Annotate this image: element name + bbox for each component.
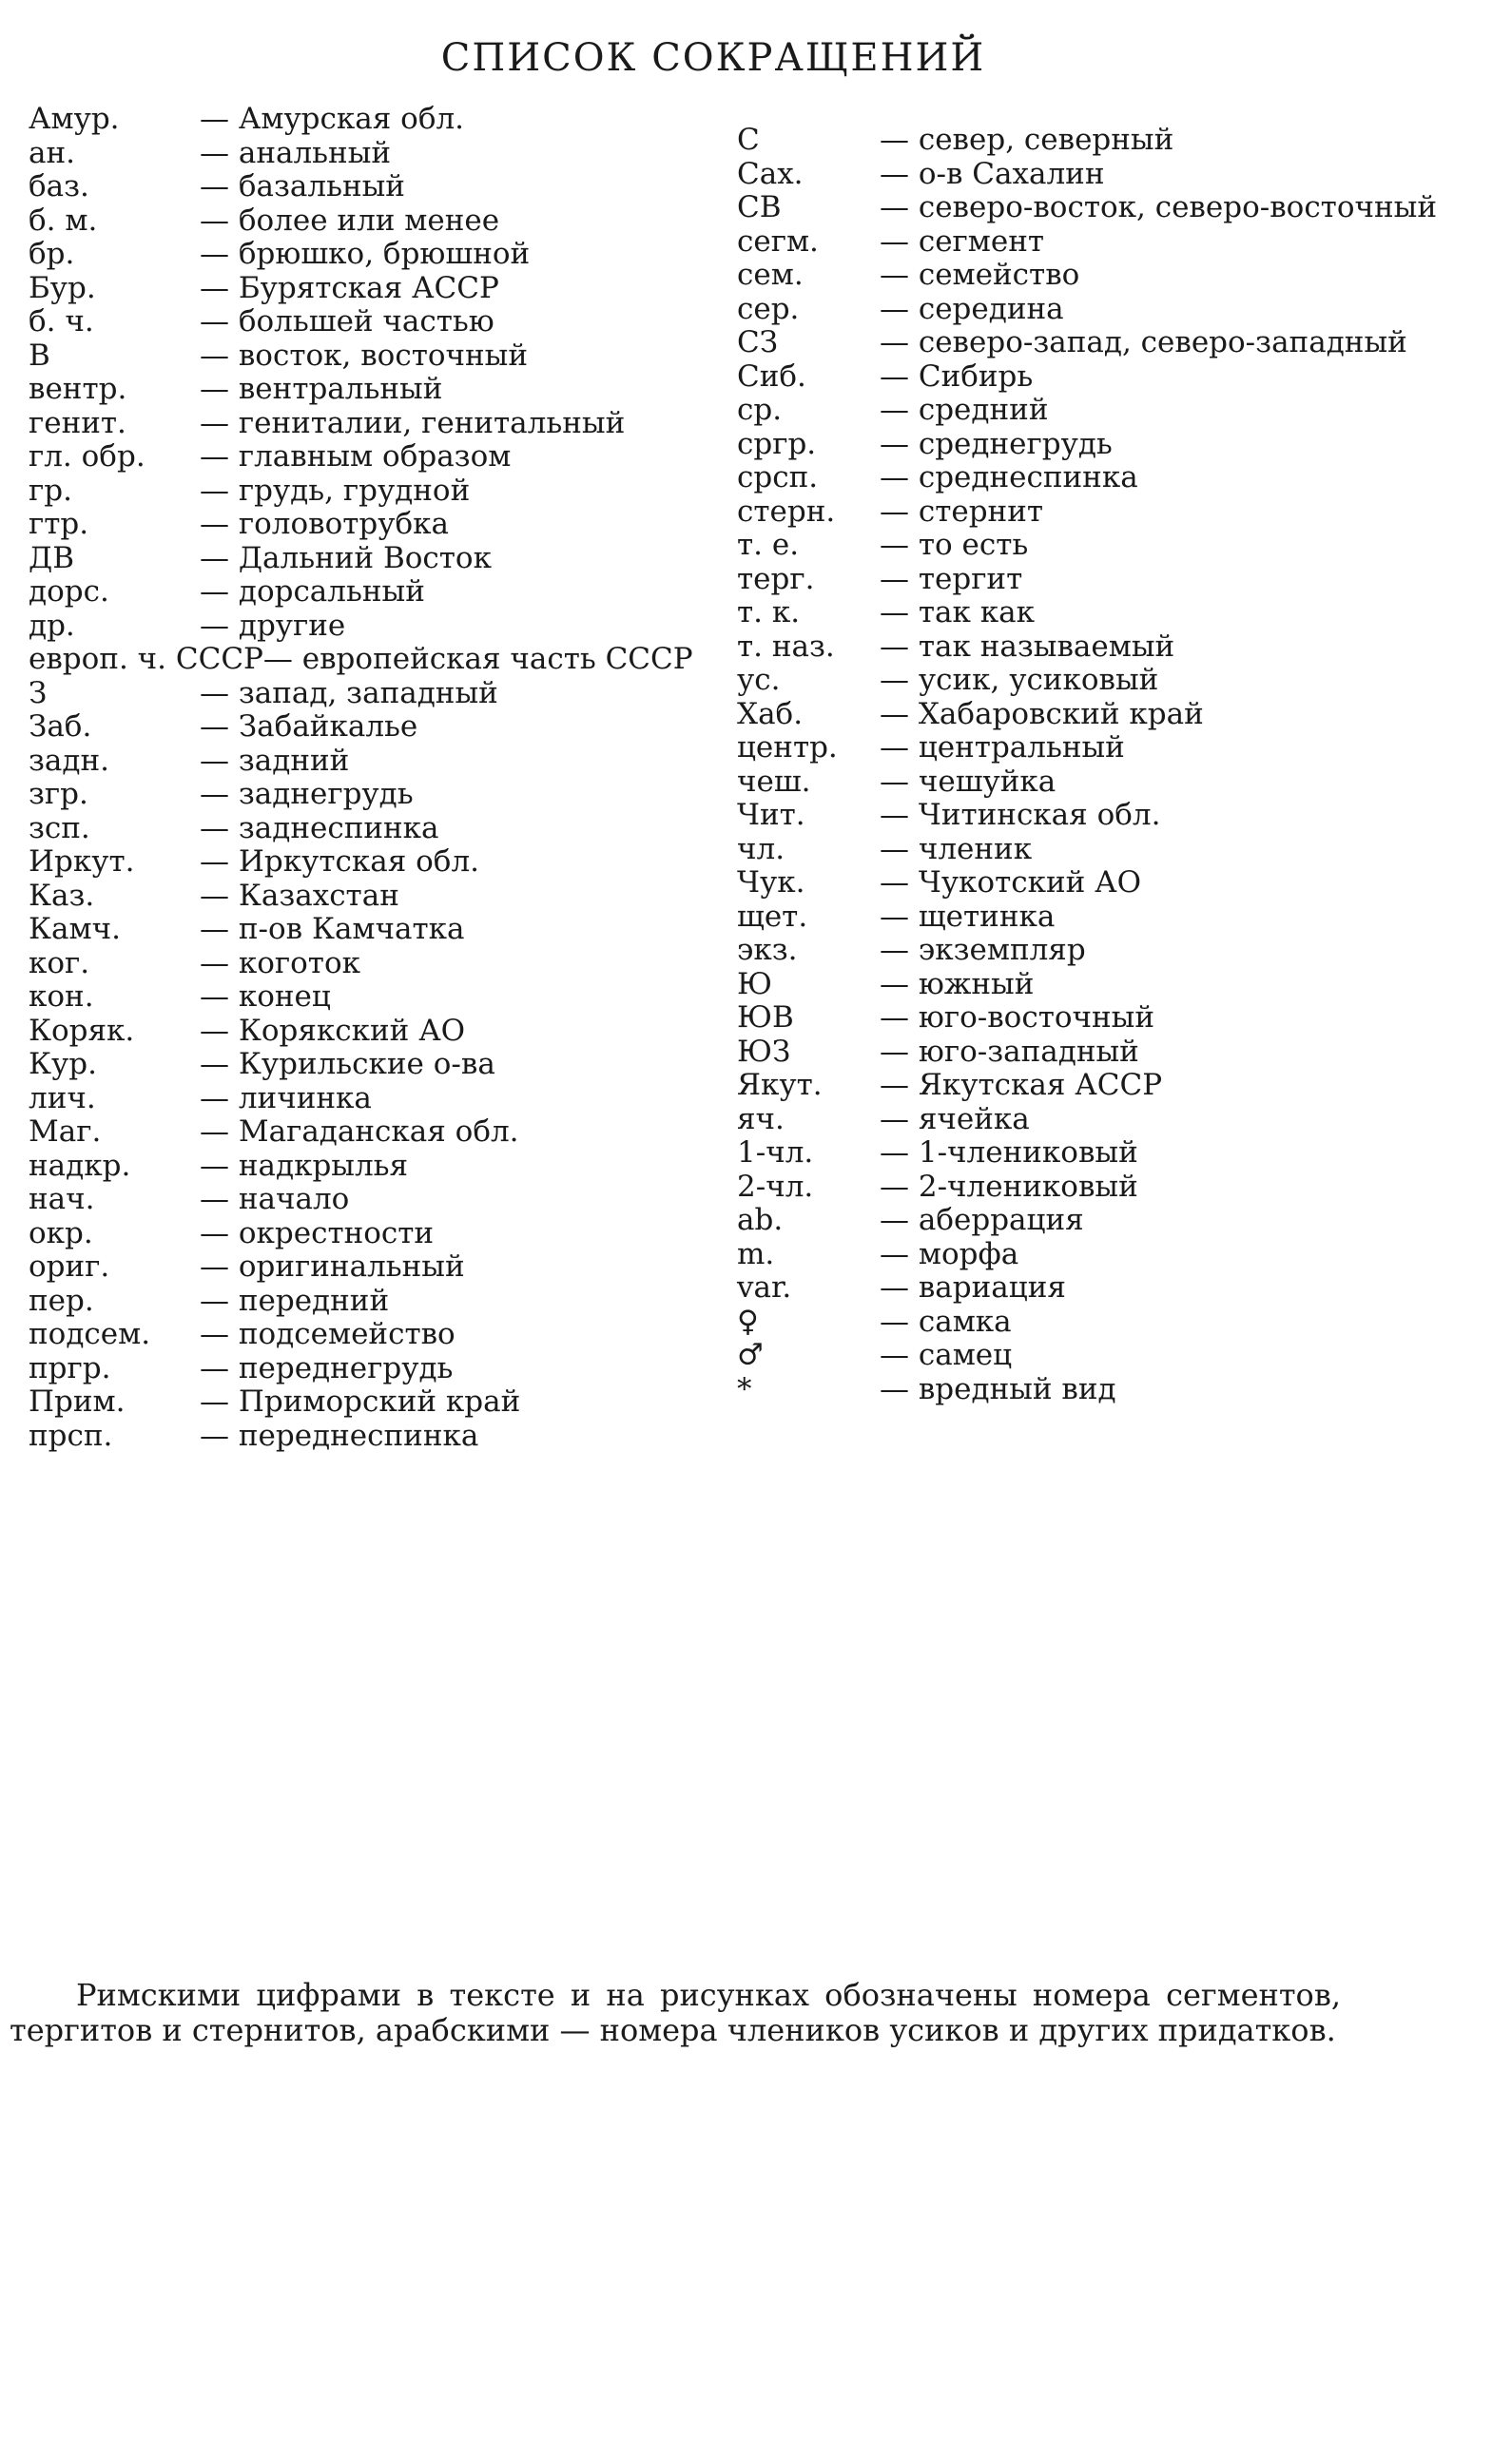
abbreviation-entry — [29, 407, 751, 441]
abbreviation-definition: — базальный — [200, 169, 405, 203]
abbreviation-definition: — Корякский АО — [200, 1013, 466, 1048]
abbreviation-term: згр. — [29, 777, 88, 811]
abbreviation-definition: — Магаданская обл. — [200, 1114, 519, 1149]
abbreviation-entry — [29, 880, 751, 914]
abbreviation-definition: — северо-восток, северо-восточный — [880, 190, 1437, 224]
abbreviation-definition: — север, северный — [880, 123, 1174, 157]
abbreviation-entry — [737, 630, 1488, 665]
abbreviation-entry — [29, 1285, 751, 1319]
abbreviation-entry — [29, 1048, 751, 1082]
abbreviation-term: б. м. — [29, 203, 98, 238]
abbreviation-definition: — Казахстан — [200, 878, 399, 913]
abbreviation-definition: — заднегрудь — [200, 777, 414, 811]
abbreviation-term: З — [29, 675, 48, 710]
abbreviation-entry — [29, 474, 751, 509]
abbreviation-definition: — заднеспинка — [200, 810, 439, 845]
abbreviation-term: срсп. — [737, 460, 819, 494]
abbreviation-entry — [29, 440, 751, 474]
abbreviation-entry — [737, 1069, 1488, 1103]
abbreviation-entry — [29, 1352, 751, 1386]
abbreviation-term: гтр. — [29, 507, 89, 541]
abbreviation-term: экз. — [737, 933, 798, 967]
abbreviation-definition: — усик, усиковый — [880, 663, 1159, 697]
abbreviation-term: Чит. — [737, 798, 805, 832]
abbreviation-entry — [737, 596, 1488, 630]
abbreviation-term: сргр. — [737, 426, 817, 461]
abbreviation-term: ког. — [29, 945, 90, 980]
abbreviation-entry — [29, 137, 751, 171]
abbreviation-definition: — другие — [200, 608, 346, 643]
abbreviation-definition: — личинка — [200, 1080, 372, 1115]
abbreviation-definition: — переднегрудь — [200, 1350, 454, 1385]
abbreviation-entry — [737, 293, 1488, 327]
abbreviation-entry — [29, 610, 751, 644]
abbreviations-left-column — [29, 103, 751, 1453]
abbreviation-term: ЮВ — [737, 1000, 794, 1035]
abbreviation-term: окр. — [29, 1215, 93, 1250]
abbreviation-definition: — северо-запад, северо-западный — [880, 325, 1407, 359]
abbreviation-entry — [737, 495, 1488, 530]
abbreviation-term: 1-чл. — [737, 1135, 814, 1170]
abbreviation-entry — [737, 1204, 1488, 1238]
abbreviation-entry — [737, 158, 1488, 192]
abbreviation-definition: — оригинальный — [200, 1249, 465, 1284]
abbreviation-term: var. — [737, 1270, 792, 1305]
abbreviation-definition: — щетинка — [880, 899, 1056, 934]
abbreviation-definition: — главным образом — [200, 439, 512, 474]
abbreviation-definition: — конец — [200, 979, 331, 1014]
abbreviation-entry — [29, 1250, 751, 1285]
abbreviation-term: т. к. — [737, 595, 801, 629]
abbreviation-entry — [737, 428, 1488, 462]
abbreviation-entry — [29, 373, 751, 407]
abbreviation-definition: — задний — [200, 743, 350, 778]
abbreviation-term: гр. — [29, 473, 72, 508]
abbreviation-definition: — брюшко, брюшной — [200, 237, 531, 271]
abbreviation-term: европ. ч. СССР — [29, 642, 263, 676]
abbreviation-term: ориг. — [29, 1249, 110, 1284]
abbreviation-definition: — подсемейство — [200, 1317, 456, 1351]
abbreviation-entry — [29, 575, 751, 610]
abbreviation-definition: — передний — [200, 1283, 390, 1318]
abbreviation-term: кон. — [29, 979, 94, 1014]
abbreviation-definition: — Читинская обл. — [880, 798, 1161, 832]
abbreviation-entry — [29, 1115, 751, 1150]
abbreviation-term: др. — [29, 608, 75, 643]
abbreviation-entry — [737, 1271, 1488, 1306]
abbreviation-term: * — [737, 1371, 752, 1406]
abbreviation-entry — [29, 1318, 751, 1352]
abbreviation-entry — [29, 1150, 751, 1184]
abbreviation-term: ♂ — [737, 1338, 764, 1372]
abbreviation-definition: — о-в Сахалин — [880, 156, 1105, 191]
abbreviation-entry — [29, 170, 751, 204]
abbreviation-term: сер. — [737, 291, 800, 326]
abbreviation-definition: — экземпляр — [880, 933, 1086, 967]
abbreviation-term: яч. — [737, 1101, 785, 1136]
abbreviation-term: дорс. — [29, 574, 109, 609]
abbreviation-definition: — юго-восточный — [880, 1000, 1155, 1035]
abbreviation-term: стерн. — [737, 494, 836, 529]
footnote-paragraph: Римскими цифрами в тексте и на рисунках обозначены номера сегментов, тергитов и стернитов, арабскими — номера члеников усиков и других придатков. — [10, 1977, 1341, 2048]
abbreviation-definition: — ячейка — [880, 1101, 1030, 1136]
abbreviation-definition: — Иркутская обл. — [200, 844, 480, 879]
abbreviation-definition: — морфа — [880, 1236, 1019, 1271]
abbreviation-term: б. ч. — [29, 304, 94, 339]
abbreviation-term: Маг. — [29, 1114, 102, 1149]
abbreviation-definition: — анальный — [200, 135, 392, 170]
abbreviation-term: ♀ — [737, 1304, 759, 1339]
abbreviation-definition: — вентральный — [200, 372, 443, 406]
abbreviation-term: генит. — [29, 405, 126, 440]
abbreviation-definition: — Дальний Восток — [200, 540, 492, 575]
abbreviation-entry — [737, 698, 1488, 732]
abbreviation-definition: — центральный — [880, 730, 1125, 765]
abbreviation-entry — [737, 563, 1488, 597]
abbreviation-term: т. е. — [737, 528, 800, 562]
abbreviation-term: m. — [737, 1236, 775, 1271]
abbreviation-definition: — Забайкалье — [200, 709, 418, 744]
abbreviation-definition: — Якутская АССР — [880, 1068, 1163, 1102]
abbreviation-term: В — [29, 338, 50, 373]
abbreviation-term: чеш. — [737, 764, 811, 799]
abbreviation-term: щет. — [737, 899, 808, 934]
abbreviation-definition: — более или менее — [200, 203, 500, 238]
abbreviation-definition: — начало — [200, 1182, 350, 1216]
abbreviation-definition: — восток, восточный — [200, 338, 529, 373]
abbreviation-entry — [737, 1339, 1488, 1373]
abbreviation-entry — [29, 238, 751, 272]
abbreviation-definition: — Курильские о-ва — [200, 1047, 495, 1081]
abbreviation-term: С — [737, 123, 760, 157]
abbreviation-term: нач. — [29, 1182, 95, 1216]
abbreviation-term: 2-чл. — [737, 1169, 814, 1204]
abbreviation-entry — [737, 1036, 1488, 1070]
abbreviation-definition: — стернит — [880, 494, 1044, 529]
abbreviation-term: Якут. — [737, 1068, 823, 1102]
abbreviation-term: задн. — [29, 743, 109, 778]
abbreviation-definition: — 1-члениковый — [880, 1135, 1138, 1170]
abbreviation-term: пер. — [29, 1283, 94, 1318]
abbreviation-entry — [737, 461, 1488, 495]
abbreviation-entry — [29, 1217, 751, 1251]
abbreviation-entry — [29, 542, 751, 576]
abbreviation-definition: — самец — [880, 1338, 1013, 1372]
abbreviation-definition: — середина — [880, 291, 1064, 326]
abbreviation-entry — [29, 745, 751, 779]
abbreviation-definition: — п-ов Камчатка — [200, 912, 465, 946]
abbreviation-definition: — аберрация — [880, 1203, 1084, 1237]
abbreviation-entry — [737, 124, 1488, 158]
abbreviation-term: Хаб. — [737, 696, 804, 731]
abbreviation-entry — [737, 900, 1488, 935]
abbreviation-term: СВ — [737, 190, 782, 224]
abbreviation-term: Заб. — [29, 709, 92, 744]
abbreviation-definition: — европейская часть СССР — [262, 642, 693, 676]
abbreviation-term: Ю — [737, 966, 772, 1001]
abbreviation-definition: — средний — [880, 393, 1049, 427]
abbreviation-definition: — запад, западный — [200, 675, 498, 710]
abbreviation-entry — [29, 643, 751, 677]
abbreviation-definition: — Хабаровский край — [880, 696, 1204, 731]
page-title: СПИСОК СОКРАЩЕНИЙ — [440, 36, 986, 80]
abbreviation-definition: — Приморский край — [200, 1384, 521, 1419]
abbreviation-definition: — вредный вид — [880, 1371, 1116, 1406]
abbreviation-entry — [737, 1238, 1488, 1272]
abbreviation-entry — [737, 833, 1488, 867]
abbreviation-entry — [29, 204, 751, 239]
abbreviation-definition: — переднеспинка — [200, 1418, 479, 1453]
abbreviation-definition: — грудь, грудной — [200, 473, 471, 508]
abbreviation-entry — [737, 326, 1488, 360]
abbreviation-entry — [29, 1420, 751, 1454]
abbreviation-entry — [737, 191, 1488, 225]
abbreviation-term: ус. — [737, 663, 781, 697]
abbreviation-definition: — членик — [880, 831, 1033, 866]
abbreviation-definition: — среднеспинка — [880, 460, 1138, 494]
abbreviations-right-column — [737, 124, 1488, 1406]
abbreviation-term: Чук. — [737, 865, 805, 900]
abbreviation-term: ДВ — [29, 540, 74, 575]
abbreviation-entry — [737, 529, 1488, 563]
abbreviation-term: Камч. — [29, 912, 121, 946]
abbreviation-entry — [29, 812, 751, 846]
abbreviation-definition: — чешуйка — [880, 764, 1056, 799]
abbreviation-definition: — 2-члениковый — [880, 1169, 1138, 1204]
abbreviation-definition: — так называемый — [880, 629, 1175, 664]
abbreviation-term: сегм. — [737, 223, 819, 259]
abbreviation-definition: — Амурская обл. — [200, 102, 465, 136]
abbreviation-term: ан. — [29, 135, 75, 170]
abbreviation-entry — [737, 1306, 1488, 1340]
abbreviation-definition: — коготок — [200, 945, 360, 980]
abbreviation-entry — [29, 103, 751, 137]
abbreviation-entry — [737, 731, 1488, 765]
abbreviation-term: Сах. — [737, 156, 804, 191]
abbreviation-term: центр. — [737, 730, 838, 765]
abbreviation-entry — [29, 1183, 751, 1217]
abbreviation-entry — [29, 913, 751, 947]
abbreviation-definition: — окрестности — [200, 1215, 435, 1250]
abbreviation-term: гл. обр. — [29, 439, 145, 474]
abbreviation-entry — [29, 272, 751, 306]
abbreviation-definition: — головотрубка — [200, 507, 449, 541]
abbreviation-term: вентр. — [29, 372, 127, 406]
abbreviation-term: ЮЗ — [737, 1034, 791, 1069]
abbreviation-definition: — Бурятская АССР — [200, 270, 499, 305]
abbreviation-entry — [29, 845, 751, 880]
abbreviation-term: зсп. — [29, 810, 90, 845]
abbreviation-entry — [29, 710, 751, 745]
abbreviation-term: Каз. — [29, 878, 95, 913]
abbreviation-definition: — южный — [880, 966, 1035, 1001]
abbreviation-entry — [29, 339, 751, 374]
abbreviation-entry — [29, 1082, 751, 1116]
abbreviation-definition: — надкрылья — [200, 1148, 409, 1183]
abbreviation-definition: — большей частью — [200, 304, 494, 339]
abbreviation-definition: — сегмент — [880, 223, 1045, 259]
abbreviation-entry — [737, 1001, 1488, 1036]
abbreviation-entry — [737, 360, 1488, 395]
abbreviation-term: бр. — [29, 237, 75, 271]
abbreviation-entry — [29, 1385, 751, 1420]
abbreviation-term: пргр. — [29, 1350, 111, 1385]
abbreviation-term: баз. — [29, 169, 89, 203]
abbreviation-entry — [29, 677, 751, 711]
abbreviation-term: Сиб. — [737, 358, 806, 394]
abbreviation-entry — [29, 947, 751, 981]
abbreviation-term: подсем. — [29, 1317, 151, 1351]
abbreviation-term: ср. — [737, 393, 783, 427]
abbreviation-term: Коряк. — [29, 1013, 135, 1048]
abbreviation-definition: — то есть — [880, 528, 1029, 562]
abbreviation-definition: — тергит — [880, 561, 1023, 596]
abbreviation-definition: — Сибирь — [880, 358, 1034, 394]
abbreviation-definition: — семейство — [880, 258, 1080, 292]
abbreviation-term: Кур. — [29, 1047, 97, 1081]
abbreviation-entry — [737, 394, 1488, 428]
abbreviation-entry — [737, 765, 1488, 800]
abbreviation-entry — [29, 305, 751, 339]
abbreviation-term: т. наз. — [737, 629, 835, 664]
abbreviation-entry — [737, 1373, 1488, 1407]
abbreviation-term: ab. — [737, 1203, 784, 1237]
abbreviation-definition: — так как — [880, 595, 1035, 629]
abbreviation-term: прсп. — [29, 1418, 113, 1453]
abbreviation-term: сем. — [737, 258, 804, 292]
abbreviation-entry — [737, 1136, 1488, 1171]
abbreviation-entry — [737, 866, 1488, 900]
abbreviation-entry — [29, 980, 751, 1015]
abbreviation-entry — [737, 934, 1488, 968]
abbreviation-definition: — самка — [880, 1304, 1012, 1339]
abbreviation-definition: — юго-западный — [880, 1034, 1139, 1069]
abbreviation-term: терг. — [737, 561, 815, 596]
abbreviation-entry — [737, 259, 1488, 293]
abbreviation-definition: — Чукотский АО — [880, 865, 1142, 900]
abbreviation-entry — [29, 778, 751, 812]
abbreviation-term: Иркут. — [29, 844, 135, 879]
abbreviation-term: лич. — [29, 1080, 96, 1115]
abbreviation-entry — [737, 1103, 1488, 1137]
abbreviation-entry — [29, 1015, 751, 1049]
abbreviation-term: Бур. — [29, 270, 96, 305]
abbreviation-definition: — гениталии, генитальный — [200, 405, 626, 440]
abbreviation-term: чл. — [737, 831, 785, 866]
abbreviation-entry — [29, 508, 751, 542]
abbreviation-definition: — вариация — [880, 1270, 1066, 1305]
abbreviation-term: надкр. — [29, 1148, 131, 1183]
abbreviation-definition: — дорсальный — [200, 574, 425, 609]
abbreviation-entry — [737, 799, 1488, 833]
abbreviation-term: СЗ — [737, 325, 779, 359]
abbreviation-term: Прим. — [29, 1384, 126, 1419]
abbreviation-term: Амур. — [29, 102, 120, 136]
abbreviation-entry — [737, 664, 1488, 698]
abbreviation-entry — [737, 968, 1488, 1002]
abbreviation-entry — [737, 1171, 1488, 1205]
abbreviation-definition: — среднегрудь — [880, 426, 1113, 461]
abbreviation-entry — [737, 225, 1488, 260]
